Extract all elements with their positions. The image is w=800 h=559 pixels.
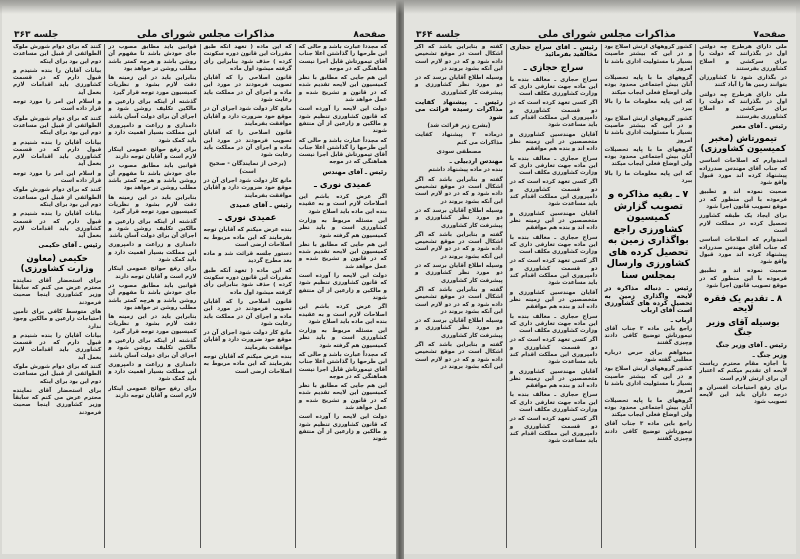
- paragraph: اگر عرض کرده باشم این اصلاحات لازم است و به عقیده بنده این ماده باید اصلاح شود: [298, 304, 387, 325]
- speaker-line: رئیس ـ آقای مهندس: [322, 167, 387, 176]
- paragraph: سراج حجازی ـ معالف بنده با این ماده جهت تعارفی داری که وزارت کشاورزی مکلف است: [509, 155, 598, 177]
- paragraph: گفته و بنابراین باشد که اگر اشکال است در موقع تشخیص داده شود و که در دو لازم است این آنکه بشود بروند در: [415, 44, 503, 72]
- speaker-line: رئیس ـ آقای حکیمی: [38, 241, 102, 250]
- column: [10, 44, 104, 548]
- paragraph: قوانین باید مطابق مصوب در جای خودش باشد تا مفهوم آن روشن باشد و هرچه کمتر باشد مطلب روشن تر خواهد بود: [108, 282, 197, 311]
- paragraph: این هم جایی که مطابق با نظر کمیسیون این لایحه تقدیم شده که در قانون و تشریح شده و عمل خواهد شد: [298, 241, 387, 270]
- paragraph: سراج حجازی ـ معالف بنده با این ماده جهت تعارفی داری که وزارت کشاورزی مکلف است: [509, 234, 598, 256]
- paragraph: اگر کسی تعهد کرده است که در دو قسمت کشاورزی و دامپروری این مملکت اقدام کند باید مساعدت شود: [509, 337, 598, 366]
- paragraph: کنند که برای دوام شورش ملوک الطوائفی از قبیل این مساعدت دوم این بود برای اینکه: [13, 187, 102, 208]
- section-heading: ۷ ـ بقیه مذاکره و تصویب گزارش کمیسیون کشاورزی راجع بواگذاری زمین به تحصیل کرده های کشاورزی وارسال بمجلس سنا: [606, 189, 691, 281]
- paragraph: دامداری و زراعت و دامپروری این مملکت بسیار اهمیت دارد و باید کمک شود: [108, 361, 197, 383]
- paragraph: قانون اصلاحی را که آقایان تصویب فرمودند در مورد این ماده و اجرای آن در مملکت باید رعایت شود: [203, 75, 292, 104]
- column: [412, 44, 506, 548]
- paragraph: سراج حجازی ـ معالف بنده با این ماده جهت تعارفی داری که وزارت کشاورزی مکلف است: [509, 392, 598, 414]
- left-page-header: [14, 24, 386, 40]
- speaker-line: وزیر جنگ ـ: [752, 350, 787, 359]
- paragraph: که این ماده ( تعهد آنکه طبق مقررات این قانون دوره سکونت کرده ) حذف شود بنابراین رأی گرفته میشود اول ماده: [203, 267, 292, 296]
- paragraph: گروههای ما با پایه تحصیلات آنان بیش اجتماعی محدود بوده ولی اوضاع فعلی ایجاب میکند: [604, 146, 693, 168]
- paragraph: گفته و بنابراین باشد که اگر اشکال است در موقع تشخیص داده شود و که در دو لازم است این آنکه بشود بروند در: [415, 341, 503, 370]
- paragraph: گذشته از اینکه برای زارعین و مالکین تکلیف روشن شود و اجرای آن برای دولت آسان باشد: [108, 99, 197, 120]
- column: [104, 44, 199, 548]
- paragraph: این مسئله مربوط به وزارت کشاورزی است و باید نظر کمیسیون هم گرفته شود: [298, 328, 387, 349]
- note: (برخی از نمایندگان - صحیح است): [209, 161, 287, 175]
- speaker-line: رئیس ـ دنباله مذاکره در لایحه واگذاری زمین به تحصیل کرده های کشاورزی است آقای ارباب: [604, 284, 693, 315]
- paragraph: بنابراین باید در این زمینه ها دقت لازم بشود و نظریات کمیسیون مورد توجه قرار گیرد: [108, 75, 197, 96]
- paragraph: برای رفع احتیاجات افسران و درجه داران باید این لایحه تصویب شود: [699, 384, 787, 406]
- column: [295, 44, 390, 548]
- speaker-line: رئیس ـ آقای معبر: [731, 121, 787, 130]
- paragraph: بنابراین باید در این زمینه ها دقت لازم بشود و نظریات کمیسیون مورد توجه قرار گیرد: [108, 314, 197, 335]
- paragraph: بیانات آقایان را بنده شنیدم و قبول دارم که در قسمت کشاورزی باید اقدامات لازم بعمل آید: [13, 211, 102, 240]
- paragraph: وسیله اطلاع آقایان برسد که در دو مورد نظر کشاورزی و پیشرفت کار کشاورزی: [415, 318, 503, 339]
- paragraph: بیانات آقایان را بنده شنیدم و قبول دارم که در قسمت کشاورزی باید اقدامات لازم بعمل آید: [13, 332, 102, 361]
- right-page-header: [416, 24, 786, 40]
- paragraph: های متوسط کافی برای تأمین احتیاجات زارعین و مالکین وجود ندارد: [13, 308, 102, 330]
- paragraph: که این ماده ( تعهد آنکه طبق مقررات این قانون دوره سکونت کرده ) حذف شود بنابراین رأی گرفته میشود اول ماده: [203, 44, 292, 72]
- paragraph: امیدوارم که اصلاحات اساسی که جناب آقای مهندس صدرزاده پیشنهاد کرده اند مورد قبول واقع شود: [699, 158, 787, 187]
- paragraph: سراج حجازی ـ معالف بنده با این ماده جهت تعارفی داری که وزارت کشاورزی مکلف است: [509, 76, 598, 98]
- header-rule: [12, 40, 388, 42]
- paragraph: دولت این لایحه را آورده است که قانون کشاورزی تنظیم شود و مالکین و زارعین از آن منتفع شوند: [298, 414, 387, 443]
- speaker-line: رئیس ـ آقای عمیدی: [229, 200, 292, 209]
- paragraph: بیانات آقایان را بنده شنیدم و قبول دارم که در قسمت کشاورزی باید اقدامات لازم بعمل آید: [13, 139, 102, 168]
- paragraph: در بگذاری شود تا کشاورزان بتوانند زمین ها را آباد کنند: [699, 75, 787, 89]
- column: [695, 44, 790, 548]
- paragraph: که این پایه معلومات ما را بالا ببرد: [604, 99, 693, 113]
- paragraph: گفته و بنابراین باشد که اگر اشکال است در موقع تشخیص داده شود و که در دو لازم است این آنکه بشود بروند در: [415, 176, 503, 205]
- paragraph: و اسلام این امر را مورد توجه قرار داده است: [13, 99, 102, 113]
- paragraph: وسیله اطلاع آقایان برسد که در دو مورد نظر کشاورزی و پیشرفت کار کشاورزی: [415, 207, 503, 229]
- section-heading: ۸ ـ تقدیم یک فقره لایحه: [704, 294, 783, 315]
- section-heading: عمیدی نوری ـ: [218, 213, 277, 224]
- paragraph: مانع کار دولت شود اجرای آن در موقع خود ضرورت دارد و آقایان موافقت بفرمایند: [203, 106, 292, 127]
- paragraph: اگر کسی تعهد کرده است که در دو قسمت کشاورزی و دامپروری این مملکت اقدام کند باید مساعدت شود: [509, 258, 598, 287]
- paragraph: گفته و بنابراین باشد که اگر اشکال است در موقع تشخیص داده شود و که در دو لازم است این آنکه بشود بروند در: [415, 286, 503, 315]
- paragraph: آقایان مهندسین کشاورزی و متخصصین در این زمینه نظر داده اند و بنده هم موافقم: [509, 289, 598, 311]
- paragraph: بیانات آقایان را بنده شنیدم و قبول دارم که در قسمت کشاورزی باید اقدامات لازم بعمل آید: [13, 67, 102, 96]
- paragraph: که مجدداً عبارت باشد و حالی که این طرحها را گذاشتن اعلا جناب آقای تیمورتاش قابل اجرا نیست هماهنگی که در موجه: [298, 351, 387, 380]
- paragraph: گذشته از اینکه برای زارعین و مالکین تکلیف روشن شود و اجرای آن برای دولت آسان باشد: [108, 337, 197, 359]
- paragraph: درماده ۳ پیشنهاد کفایت مذاکرات می کنم: [415, 132, 503, 146]
- paragraph: برای ایجاد یک طبقه کشاورز تحصیل کرده در مملکت لازم است: [699, 213, 787, 234]
- paragraph: گروههای ما با پایه تحصیلات آنان بیش اجتماعی محدود بوده ولی اوضاع فعلی ایجاب میکند: [604, 397, 693, 419]
- column: [506, 44, 601, 548]
- section-heading: بوسیله آقای وزیر جنگ: [706, 318, 780, 339]
- session-label: جلسه ۳۶۴: [416, 30, 461, 40]
- page-label: صفحه۷: [753, 30, 786, 40]
- right-page: [404, 6, 796, 554]
- session-label: جلسه ۳۶۳: [14, 30, 59, 40]
- paragraph: امیدوارم که اصلاحات اساسی که جناب آقای مهندس صدرزاده پیشنهاد کرده اند مورد قبول واقع شود: [699, 237, 787, 266]
- paragraph: راجع باین ماده ۳ جناب آقای تیمورتاش توضیح کافی دادند وچیزی گفتند: [604, 421, 693, 442]
- section-heading: عمیدی نوری ـ: [314, 180, 372, 191]
- paragraph: کنند که برای دوام شورش ملوک الطوائفی از قبیل این مساعدت دوم این بود برای اینکه: [13, 44, 102, 65]
- left-page: [2, 6, 396, 554]
- paragraph: کشور گروههای ارتش اصلاح بود و در این که بیشتر خاصیت بسیار با مسئولیت اداری باشد تا امروز: [604, 366, 693, 395]
- paragraph: برای استحضار آقای نماینده محترم عرض می کنم که سابقاً وزیر کشاورزی اینجا صحبت فرمودند: [13, 387, 102, 416]
- paragraph: میخواهم برای حرص درباره مطلبی گفته شود: [604, 349, 693, 364]
- paragraph: برای استحضار آقای نماینده محترم عرض می کنم که سابقاً وزیر کشاورزی اینجا صحبت فرمودند: [13, 277, 102, 306]
- paragraph: گفته و بنابراین باشد که اگر اشکال است در موقع تشخیص داده شود و که در دو لازم است این آنکه بشود بروند در: [415, 231, 503, 260]
- paragraph: صحبت نموده اند و تطبیق فرموده با این منظور که در موقع تصویب قانون اجرا شود: [699, 268, 787, 290]
- paragraph: که مجدداً عبارت باشد و حالی که این طرحها را گذاشتن اعلا جناب آقای تیمورتاش قابل اجرا نیست هماهنگی که در موجه: [298, 137, 387, 166]
- section-heading: تیمورتاش (مخبر کمیسیون کشاورزی): [700, 134, 786, 155]
- paragraph: کنند که برای دوام شورش ملوک الطوائفی از قبیل این مساعدت دوم این بود برای اینکه: [13, 363, 102, 385]
- paragraph: با اجازه مقام محترم ریاست لایحه ای تقدیم میکنم که اعتبار آن برای ارتش لازم است: [699, 360, 787, 382]
- speaker-line: رئیس ـ پیشنهاد کفایت مذاکرات رسیده قرائت می شود: [415, 98, 503, 121]
- signature: مصطفی سودی: [436, 148, 482, 155]
- paragraph: دستور جلسه قرائت شد و ماده بعد مطرح گردید: [203, 251, 292, 265]
- paragraph: این هم جایی که مطابق با نظر کمیسیون این لایحه تقدیم شده که در قانون و تشریح شده و عمل خواهد شد: [298, 383, 387, 412]
- paragraph: برای رفع حوائج عمومی اینکار لازم است و آقایان توجه دارند: [108, 146, 197, 161]
- page-title: مذاکرات مجلس شورای ملی: [136, 29, 275, 40]
- speaker-line: رئیس ـ آقای سراج حجازی مخالفید بفرمائید: [509, 44, 598, 59]
- paragraph: که مجدداً عبارت باشد و حالی که این طرحها را گذاشتن اعلا جناب آقای تیمورتاش قابل اجرا نیست هماهنگی که در موجه: [298, 44, 387, 72]
- paragraph: ملی دارای هرطرح چه دولتی اول در بگذرانند که دولت را برای سرکشی و اصلاح کشاورزی بفرستند: [699, 91, 787, 120]
- paragraph: قوانین باید مطابق مصوب در جای خودش باشد تا مفهوم آن روشن باشد و هرچه کمتر باشد مطلب روشن تر خواهد بود: [108, 44, 197, 72]
- paragraph: آقایان مهندسین کشاورزی و متخصصین در این زمینه نظر داده اند و بنده هم موافقم: [509, 131, 598, 153]
- paragraph: و اسلام این امر را مورد توجه قرار داده است: [13, 170, 102, 185]
- paragraph: برای رفع حوائج عمومی اینکار لازم است و آقایان توجه دارند: [108, 385, 197, 400]
- speaker-line: ارباب ـ: [670, 315, 693, 324]
- paragraph: گروههای ما با پایه تحصیلات آنان بیش اجتماعی محدود بوده ولی اوضاع فعلی ایجاب میکند: [604, 75, 693, 96]
- section-heading: حکیمی (معاون وزارت کشاورزی): [20, 253, 94, 274]
- binding-gutter: [396, 0, 404, 559]
- paragraph: آقایان مهندسین کشاورزی و متخصصین در این زمینه نظر داده اند و بنده هم موافقم: [509, 368, 598, 390]
- paragraph: بنابراین باید در این زمینه ها دقت لازم بشود و نظریات کمیسیون مورد توجه قرار گیرد: [108, 194, 197, 216]
- page-label: صفحه۸: [353, 30, 386, 40]
- page-title: مذاکرات مجلس شورای ملی: [537, 29, 676, 40]
- paragraph: قانون اصلاحی را که آقایان تصویب فرمودند در مورد این ماده و اجرای آن در مملکت باید رعایت شود: [203, 298, 292, 327]
- paragraph: دامداری و زراعت و دامپروری این مملکت بسیار اهمیت دارد و باید کمک شود: [108, 242, 197, 264]
- paragraph: وسیله اطلاع آقایان برسد که در دو مورد نظر کشاورزی و پیشرفت کار کشاورزی: [415, 263, 503, 284]
- speaker-line: رئیس ـ آقای وزیر جنگ: [715, 341, 787, 350]
- paragraph: برای رفع حوائج عمومی اینکار لازم است و آقایان توجه دارند: [108, 266, 197, 280]
- column: [601, 44, 696, 548]
- paragraph: این مسئله مربوط به وزارت کشاورزی است و باید نظر کمیسیون هم گرفته شود: [298, 217, 387, 239]
- column: [200, 44, 295, 548]
- note: (بشرح زیر قرائت شد): [427, 122, 491, 129]
- paragraph: دامداری و زراعت و دامپروری این مملکت بسیار اهمیت دارد و باید کمک شود: [108, 122, 197, 144]
- left-page-columns: [10, 44, 390, 548]
- header-rule: [414, 40, 788, 42]
- paragraph: صحبت نموده اند و تطبیق فرموده با این منظور که در موقع تصویب قانون اجرا شود: [699, 189, 787, 211]
- paragraph: گذشته از اینکه برای زارعین و مالکین تکلیف روشن شود و اجرای آن برای دولت آسان باشد: [108, 218, 197, 240]
- paragraph: مانع کار دولت شود اجرای آن در موقع خود ضرورت دارد و آقایان موافقت بفرمایند: [203, 330, 292, 351]
- paragraph: این هم جایی که مطابق با نظر کمیسیون این لایحه تقدیم شده که در قانون و تشریح شده و عمل خواهد شد: [298, 75, 387, 104]
- section-heading: سراج حجازی ـ: [523, 62, 584, 73]
- scan-shadow: [0, 0, 800, 14]
- right-page-columns: [412, 44, 790, 548]
- paragraph: دولت این لایحه را آورده است که قانون کشاورزی تنظیم شود و مالکین و زارعین از آن منتفع شوند: [298, 273, 387, 301]
- paragraph: بنده عرض میکنم که آقایان توجه بفرمایند که این ماده مربوط به اصلاحات ارضی است: [203, 227, 292, 248]
- paragraph: بنده عرض میکنم که آقایان توجه بفرمایند که این ماده مربوط به اصلاحات ارضی است: [203, 353, 292, 375]
- paragraph: اگر کسی تعهد کرده است که در دو قسمت کشاورزی و دامپروری این مملکت اقدام کند باید مساعدت شود: [509, 416, 598, 445]
- paragraph: ملی دارای هرطرح چه دولتی اول در بگذرانند که دولت را برای سرکشی و اصلاح کشاورزی بفرستند: [699, 44, 787, 72]
- paragraph: سراج حجازی ـ معالف بنده با این ماده جهت تعارفی داری که وزارت کشاورزی مکلف است: [509, 313, 598, 335]
- paragraph: کشور گروههای ارتش اصلاح بود و در این که بیشتر خاصیت بسیار با مسئولیت اداری باشد تا امروز: [604, 115, 693, 144]
- paragraph: وسیله اطلاع آقایان برسد که در دو مورد نظر کشاورزی و پیشرفت کار کشاورزی: [415, 75, 503, 96]
- paragraph: آقایان مهندسین کشاورزی و متخصصین در این زمینه نظر داده اند و بنده هم موافقم: [509, 210, 598, 232]
- paragraph: قوانین باید مطابق مصوب در جای خودش باشد تا مفهوم آن روشن باشد و هرچه کمتر باشد مطلب روشن تر خواهد بود: [108, 163, 197, 192]
- paragraph: دولت این لایحه را آورده است که قانون کشاورزی تنظیم شود و مالکین و زارعین از آن منتفع شوند: [298, 106, 387, 135]
- paragraph: اگر عرض کرده باشم این اصلاحات لازم است و به عقیده بنده این ماده باید اصلاح شود: [298, 194, 387, 215]
- paragraph: مانع کار دولت شود اجرای آن در موقع خود ضرورت دارد و آقایان موافقت بفرمایند: [203, 178, 292, 199]
- paragraph: راجع باین ماده ۳ جناب آقای تیمورتاش توضیح کافی دادند وچیزی گفتند: [604, 325, 693, 347]
- paragraph: بنده در ماده پیشنهاد داشتم: [428, 167, 503, 174]
- paragraph: کشور گروههای ارتش اصلاح بود و در این که بیشتر خاصیت بسیار با مسئولیت اداری باشد تا امروز: [604, 44, 693, 72]
- paragraph: کنند که برای دوام شورش ملوک الطوائفی از قبیل این مساعدت دوم این بود برای اینکه: [13, 115, 102, 137]
- paragraph: اگر کسی تعهد کرده است که در دو قسمت کشاورزی و دامپروری این مملکت اقدام کند باید مساعدت شود: [509, 179, 598, 208]
- paragraph: که این پایه معلومات ما را بالا ببرد: [604, 170, 693, 185]
- paragraph: قانون اصلاحی را که آقایان تصویب فرمودند در مورد این ماده و اجرای آن در مملکت باید رعایت شود: [203, 130, 292, 159]
- speaker-line: مهندس اردبیلی ـ: [449, 157, 503, 166]
- paragraph: اگر کسی تعهد کرده است که در دو قسمت کشاورزی و دامپروری این مملکت اقدام کند باید مساعدت شود: [509, 100, 598, 129]
